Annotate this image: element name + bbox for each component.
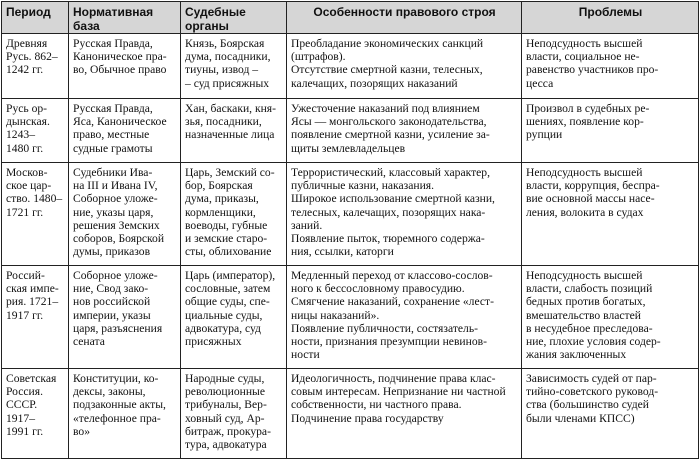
cell-period bbox=[2, 369, 69, 459]
cell-text-line: ности, признания презумпции невинов- bbox=[291, 335, 487, 349]
cell-text-line: Преобладание экономических санкций bbox=[291, 37, 484, 50]
cell-text-line: Россия. bbox=[6, 385, 43, 399]
cell-text-line: Неподсудность высшей bbox=[526, 269, 643, 282]
cell-text-line: Соборное уложе- bbox=[73, 269, 158, 282]
cell-text-line: калечащих, позорящих наказаний bbox=[291, 76, 458, 90]
header-legal-features: Особенности правового строя bbox=[287, 2, 522, 34]
cell-text-line: Яса, Каноническое bbox=[73, 115, 167, 129]
cell-text-line: Русская Правда, bbox=[73, 102, 153, 115]
cell-text-line: нов российской bbox=[73, 295, 151, 309]
cell-text-line: ницы наказаний». bbox=[291, 308, 380, 322]
cell-text-line: дынская. bbox=[6, 115, 50, 129]
cell-text-line: Неподсудность высшей bbox=[526, 166, 643, 179]
cell-text-line: Ясы — монгольского законодательства, bbox=[291, 115, 487, 129]
cell-text-line: цесса bbox=[526, 76, 554, 90]
cell-text-line: 1721 гг. bbox=[6, 205, 44, 219]
cell-text-line: были членами КПСС) bbox=[526, 411, 635, 425]
cell-text-line: ности bbox=[291, 348, 320, 362]
cell-text-line: ская импе- bbox=[6, 282, 59, 296]
cell-text-line: трибуналы, Вер- bbox=[185, 398, 267, 412]
cell-period bbox=[2, 34, 69, 99]
cell-text-line: Террористический, классовый характер, bbox=[291, 166, 490, 179]
cell-text-line: Появление пыток, тюремного содержа- bbox=[291, 232, 485, 246]
cell-text-line: шениях, появление кор- bbox=[526, 115, 644, 129]
table-row bbox=[2, 369, 699, 459]
cell-text-line: Русь ор- bbox=[6, 102, 48, 115]
table-row bbox=[2, 99, 699, 163]
cell-text-line: кормленщики, bbox=[185, 205, 256, 219]
cell-text-line: царя, разъяснения bbox=[73, 321, 163, 335]
table-body bbox=[2, 34, 699, 459]
cell-judicial-bodies bbox=[181, 163, 287, 266]
cell-text-line: империи, указы bbox=[73, 308, 151, 322]
cell-text-line: Конституции, ко- bbox=[73, 372, 159, 385]
cell-text-line: революционные bbox=[185, 385, 265, 399]
cell-judicial-bodies bbox=[181, 266, 287, 369]
cell-text-line: 1917 гг. bbox=[6, 308, 44, 322]
table-row bbox=[2, 163, 699, 266]
cell-text-line: адвокатура, суд bbox=[185, 321, 261, 335]
cell-legal-features bbox=[287, 369, 522, 459]
cell-text-line: Древняя bbox=[6, 37, 48, 50]
cell-text-line: публичные казни, наказания. bbox=[291, 179, 435, 193]
cell-text-line: рупции bbox=[526, 128, 563, 142]
cell-text-line: Медленный переход от классово-сослов- bbox=[291, 269, 493, 282]
cell-text-line: Хан, баскаки, кня- bbox=[185, 102, 276, 115]
cell-text-line: во» bbox=[73, 424, 90, 438]
cell-text-line: власти, слабость позиций bbox=[526, 282, 653, 296]
cell-normative-base bbox=[69, 369, 181, 459]
cell-text-line: Ужесточение наказаний под влиянием bbox=[291, 102, 480, 115]
cell-text-line: заний. bbox=[291, 218, 323, 232]
cell-text-line: соборов, Боярской bbox=[73, 232, 165, 246]
cell-text-line: ство. 1480– bbox=[6, 192, 63, 206]
cell-text-line: ское цар- bbox=[6, 179, 52, 193]
cell-text-line: Смягчение наказаний, сохранение «лест- bbox=[291, 295, 494, 309]
cell-text-line: битраж, прокура- bbox=[185, 424, 271, 438]
cell-text-line: ховный суд, Ар- bbox=[185, 411, 265, 425]
cell-judicial-bodies bbox=[181, 34, 287, 99]
cell-text-line: Русь. 862– bbox=[6, 50, 58, 64]
table-header bbox=[2, 2, 699, 34]
cell-text-line: собственности, ни частного права. bbox=[291, 398, 462, 412]
cell-text-line: присяжных bbox=[185, 335, 242, 349]
cell-normative-base bbox=[69, 99, 181, 163]
cell-text-line: бор, Боярская bbox=[185, 179, 253, 193]
legal-history-table bbox=[1, 1, 699, 459]
cell-text-line: бедных против богатых, bbox=[526, 295, 646, 309]
cell-judicial-bodies bbox=[181, 369, 287, 459]
cell-period bbox=[2, 99, 69, 163]
cell-judicial-bodies bbox=[181, 99, 287, 163]
cell-text-line: сты, облихование bbox=[185, 245, 272, 259]
cell-text-line: Зависимость судей от пар- bbox=[526, 372, 657, 385]
cell-text-line: Подчинение права государству bbox=[291, 411, 444, 425]
cell-problems bbox=[522, 369, 699, 459]
cell-text-line: Князь, Боярская bbox=[185, 37, 265, 50]
table-row bbox=[2, 34, 699, 99]
cell-text-line: сословные, затем bbox=[185, 282, 271, 296]
cell-text-line: Москов- bbox=[6, 166, 48, 179]
cell-text-line: ного к бессословному правосудию. bbox=[291, 282, 465, 296]
cell-problems bbox=[522, 99, 699, 163]
cell-text-line: Царь (император), bbox=[185, 269, 276, 282]
table-row bbox=[2, 266, 699, 369]
cell-text-line: Идеологичность, подчинение права клас- bbox=[291, 372, 496, 385]
cell-normative-base bbox=[69, 266, 181, 369]
cell-text-line: Широкое использование смертной казни, bbox=[291, 192, 495, 206]
cell-text-line: циальные суды, bbox=[185, 308, 263, 322]
cell-text-line: рия. 1721– bbox=[6, 295, 59, 309]
cell-text-line: назначенные лица bbox=[185, 128, 275, 142]
cell-text-line: тиуны, извод – bbox=[185, 63, 259, 77]
header-period: Период bbox=[2, 2, 69, 34]
cell-text-line: ства (большинство судей bbox=[526, 398, 650, 412]
cell-text-line: тийно-советского руковод- bbox=[526, 385, 659, 399]
header-judicial-bodies: Судебные органы bbox=[181, 2, 287, 34]
cell-text-line: ления, волокита в судах bbox=[526, 205, 644, 219]
cell-text-line: Появление публичности, состязатель- bbox=[291, 321, 478, 335]
cell-text-line: «телефонное пра- bbox=[73, 411, 161, 425]
cell-text-line: телесных, калечащих, позорящих нака- bbox=[291, 205, 486, 219]
cell-text-line: жания заключенных bbox=[526, 348, 627, 362]
cell-normative-base bbox=[69, 34, 181, 99]
cell-text-line: Каноническое пра- bbox=[73, 50, 167, 64]
header-normative-base: Нормативная база bbox=[69, 2, 181, 34]
cell-text-line: Россий- bbox=[6, 269, 45, 282]
cell-text-line: вмешательство властей bbox=[526, 308, 641, 322]
cell-text-line: Советская bbox=[6, 372, 57, 385]
cell-text-line: появление смертной казни, усиление за- bbox=[291, 128, 490, 142]
cell-text-line: Судебники Ива- bbox=[73, 166, 153, 179]
cell-normative-base bbox=[69, 163, 181, 266]
cell-text-line: зья, посадники, bbox=[185, 115, 262, 129]
cell-text-line: на III и Ивана IV, bbox=[73, 179, 158, 193]
cell-text-line: Отсутствие смертной казни, телесных, bbox=[291, 63, 483, 77]
cell-text-line: и земские старо- bbox=[185, 232, 268, 246]
cell-text-line: 1480 гг. bbox=[6, 141, 44, 155]
cell-text-line: Произвол в судебных ре- bbox=[526, 102, 650, 115]
cell-text-line: Неподсудность высшей bbox=[526, 37, 643, 50]
cell-text-line: власти, коррупция, беспра- bbox=[526, 179, 660, 193]
cell-problems bbox=[522, 163, 699, 266]
cell-text-line: – суд присяжных bbox=[185, 76, 270, 90]
cell-text-line: тура, адвокатура bbox=[185, 438, 267, 452]
cell-text-line: 1242 гг. bbox=[6, 63, 44, 77]
cell-text-line: право, местные bbox=[73, 128, 150, 142]
cell-text-line: щиты землевладельцев bbox=[291, 141, 406, 155]
cell-text-line: Соборное уложе- bbox=[73, 192, 158, 206]
cell-text-line: ния, ссылки, каторги bbox=[291, 245, 394, 259]
cell-text-line: думы, приказов bbox=[73, 245, 151, 259]
cell-text-line: Народные суды, bbox=[185, 372, 265, 385]
cell-legal-features bbox=[287, 99, 522, 163]
cell-legal-features bbox=[287, 34, 522, 99]
cell-text-line: совым интересам. Непризнание ни частной bbox=[291, 385, 506, 399]
cell-text-line: решения Земских bbox=[73, 218, 160, 232]
cell-text-line: равенство участников про- bbox=[526, 63, 659, 77]
cell-legal-features bbox=[287, 163, 522, 266]
cell-period bbox=[2, 163, 69, 266]
cell-text-line: 1991 гг. bbox=[6, 424, 44, 438]
cell-problems bbox=[522, 266, 699, 369]
cell-text-line: воеводы, губные bbox=[185, 218, 268, 232]
cell-text-line: подзаконные акты, bbox=[73, 398, 166, 412]
cell-text-line: ние, плохие условия содер- bbox=[526, 335, 661, 349]
cell-text-line: дума, приказы, bbox=[185, 192, 259, 206]
cell-text-line: 1917– bbox=[6, 411, 35, 425]
cell-text-line: сената bbox=[73, 335, 105, 349]
cell-text-line: судные грамоты bbox=[73, 141, 153, 155]
cell-text-line: во, Обычное право bbox=[73, 63, 167, 77]
header-problems: Проблемы bbox=[522, 2, 699, 34]
cell-legal-features bbox=[287, 266, 522, 369]
cell-problems bbox=[522, 34, 699, 99]
cell-text-line: дума, посадники, bbox=[185, 50, 271, 64]
cell-text-line: в несудебное преследова- bbox=[526, 321, 653, 335]
cell-text-line: дексы, законы, bbox=[73, 385, 146, 399]
cell-text-line: (штрафов). bbox=[291, 50, 346, 64]
cell-period bbox=[2, 266, 69, 369]
cell-text-line: СССР. bbox=[6, 398, 38, 412]
cell-text-line: вие основной массы насе- bbox=[526, 192, 655, 206]
cell-text-line: власти, социальное не- bbox=[526, 50, 640, 64]
cell-text-line: общие суды, спе- bbox=[185, 295, 270, 309]
cell-text-line: ние, Свод зако- bbox=[73, 282, 149, 296]
cell-text-line: ние, указы царя, bbox=[73, 205, 154, 219]
cell-text-line: Царь, Земский со- bbox=[185, 166, 275, 179]
header-row bbox=[2, 2, 699, 34]
cell-text-line: 1243– bbox=[6, 128, 35, 142]
cell-text-line: Русская Правда, bbox=[73, 37, 153, 50]
